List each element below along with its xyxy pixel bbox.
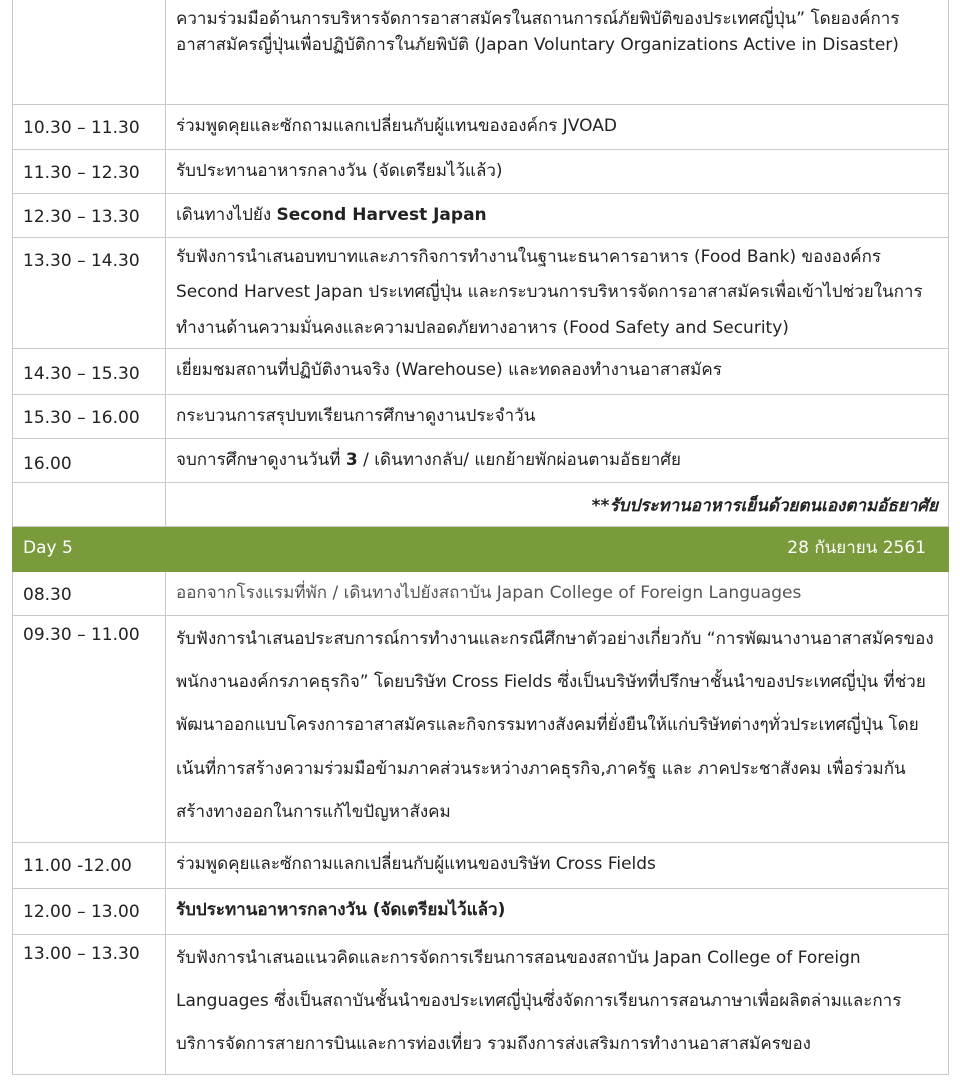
activity-cell: รับฟังการนำเสนอบทบาทและภารกิจการทำงานในฐานะธนาคารอาหาร (Food Bank) ขององค์กร Second Harvest Japan ประเทศญี่ปุ่น และกระบวนการบริหารจัดการอาสาสมัครเพื่อเข้าไปช่วยในการทำงานด้านความมั่นคงและความปลอดภัยทางอาหาร (Food Safety and Security): [166, 237, 949, 348]
activity-cell: เยี่ยมชมสถานที่ปฏิบัติงานจริง (Warehouse) และทดลองทำงานอาสาสมัคร: [166, 348, 949, 394]
activity-cell: รับประทานอาหารกลางวัน (จัดเตรียมไว้แล้ว): [166, 888, 949, 934]
activity-cell: รับฟังการนำเสนอแนวคิดและการจัดการเรียนการสอนของสถาบัน Japan College of Foreign Languages ซึ่งเป็นสถาบันชั้นนำของประเทศญี่ปุ่นซึ่งจัดการเรียนการสอนภาษาเพื่อผลิตล่ามและการบริการจัดการสายการบินและการท่องเที่ยว รวมถึงการส่งเสริมการทำงานอาสาสมัครของ: [166, 934, 949, 1074]
time-cell: [13, 0, 166, 104]
table-row: [13, 438, 949, 482]
table-row: [13, 615, 949, 842]
activity-cell: [166, 438, 949, 482]
day-number: 3: [345, 449, 358, 470]
time-cell: 08.30: [13, 571, 166, 615]
activity-cell: ร่วมพูดคุยและซักถามแลกเปลี่ยนกับผู้แทนของบริษัท Cross Fields: [166, 842, 949, 888]
activity-cell: [166, 193, 949, 237]
activity-cell: รับฟังการนำเสนอประสบการณ์การทำงานและกรณีศึกษาตัวอย่างเกี่ยวกับ “การพัฒนางานอาสาสมัครของพนักงานองค์กรภาคธุรกิจ” โดยบริษัท Cross Fields ซึ่งเป็นบริษัทที่ปรึกษาชั้นนำของประเทศญี่ปุ่น ที่ช่วยพัฒนาออกแบบโครงการอาสาสมัครและกิจกรรมทางสังคมที่ยั่งยืนให้แก่บริษัทต่างๆทั่วประเทศญี่ปุ่น โดยเน้นที่การสร้างความร่วมมือข้ามภาคส่วนระหว่างภาคธุรกิจ,ภาครัฐ และ ภาคประชาสังคม เพื่อร่วมกันสร้างทางออกในการแก้ไขปัญหาสังคม: [166, 615, 949, 842]
time-cell: 12.30 – 13.30: [13, 193, 166, 237]
time-cell: 13.30 – 14.30: [13, 237, 166, 348]
activity-cell: ออกจากโรงแรมที่พัก / เดินทางไปยังสถาบัน Japan College of Foreign Languages: [166, 571, 949, 615]
time-cell: 13.00 – 13.30: [13, 934, 166, 1074]
table-row: [13, 842, 949, 888]
time-cell: 14.30 – 15.30: [13, 348, 166, 394]
activity-cell: รับประทานอาหารกลางวัน (จัดเตรียมไว้แล้ว): [166, 149, 949, 193]
table-row: [13, 571, 949, 615]
dinner-note: **รับประทานอาหารเย็นด้วยตนเองตามอัธยาศัย: [166, 482, 949, 526]
time-cell: [13, 482, 166, 526]
table-row: [13, 934, 949, 1074]
time-cell: 16.00: [13, 438, 166, 482]
time-cell: 10.30 – 11.30: [13, 104, 166, 149]
day-date: 28 กันยายน 2561: [166, 526, 949, 571]
time-cell: 09.30 – 11.00: [13, 615, 166, 842]
table-row: [13, 482, 949, 526]
activity-text: / เดินทางกลับ/ แยกย้ายพักผ่อนตามอัธยาศัย: [357, 449, 681, 470]
activity-cell: ความร่วมมือด้านการบริหารจัดการอาสาสมัครในสถานการณ์ภัยพิบัติของประเทศญี่ปุ่น” โดยองค์การอาสาสมัครญี่ปุ่นเพื่อปฏิบัติการในภัยพิบัติ (Japan Voluntary Organizations Active in Disaster): [166, 0, 949, 104]
activity-text: จบการศึกษาดูงานวันที่: [176, 449, 346, 470]
activity-cell: ร่วมพูดคุยและซักถามแลกเปลี่ยนกับผู้แทนขององค์กร JVOAD: [166, 104, 949, 149]
table-row: [13, 0, 949, 104]
time-cell: 11.30 – 12.30: [13, 149, 166, 193]
table-row: [13, 237, 949, 348]
time-cell: 12.00 – 13.00: [13, 888, 166, 934]
time-cell: 15.30 – 16.00: [13, 394, 166, 438]
table-row: [13, 888, 949, 934]
schedule-table: [12, 0, 949, 1075]
table-row: [13, 193, 949, 237]
table-row: [13, 149, 949, 193]
table-row: [13, 348, 949, 394]
day-label: Day 5: [13, 526, 166, 571]
day-header: [13, 526, 949, 571]
time-cell: 11.00 -12.00: [13, 842, 166, 888]
activity-cell: กระบวนการสรุปบทเรียนการศึกษาดูงานประจำวัน: [166, 394, 949, 438]
org-name: Second Harvest Japan: [276, 204, 487, 225]
table-row: [13, 104, 949, 149]
table-row: [13, 394, 949, 438]
activity-text: เดินทางไปยัง: [176, 204, 277, 225]
